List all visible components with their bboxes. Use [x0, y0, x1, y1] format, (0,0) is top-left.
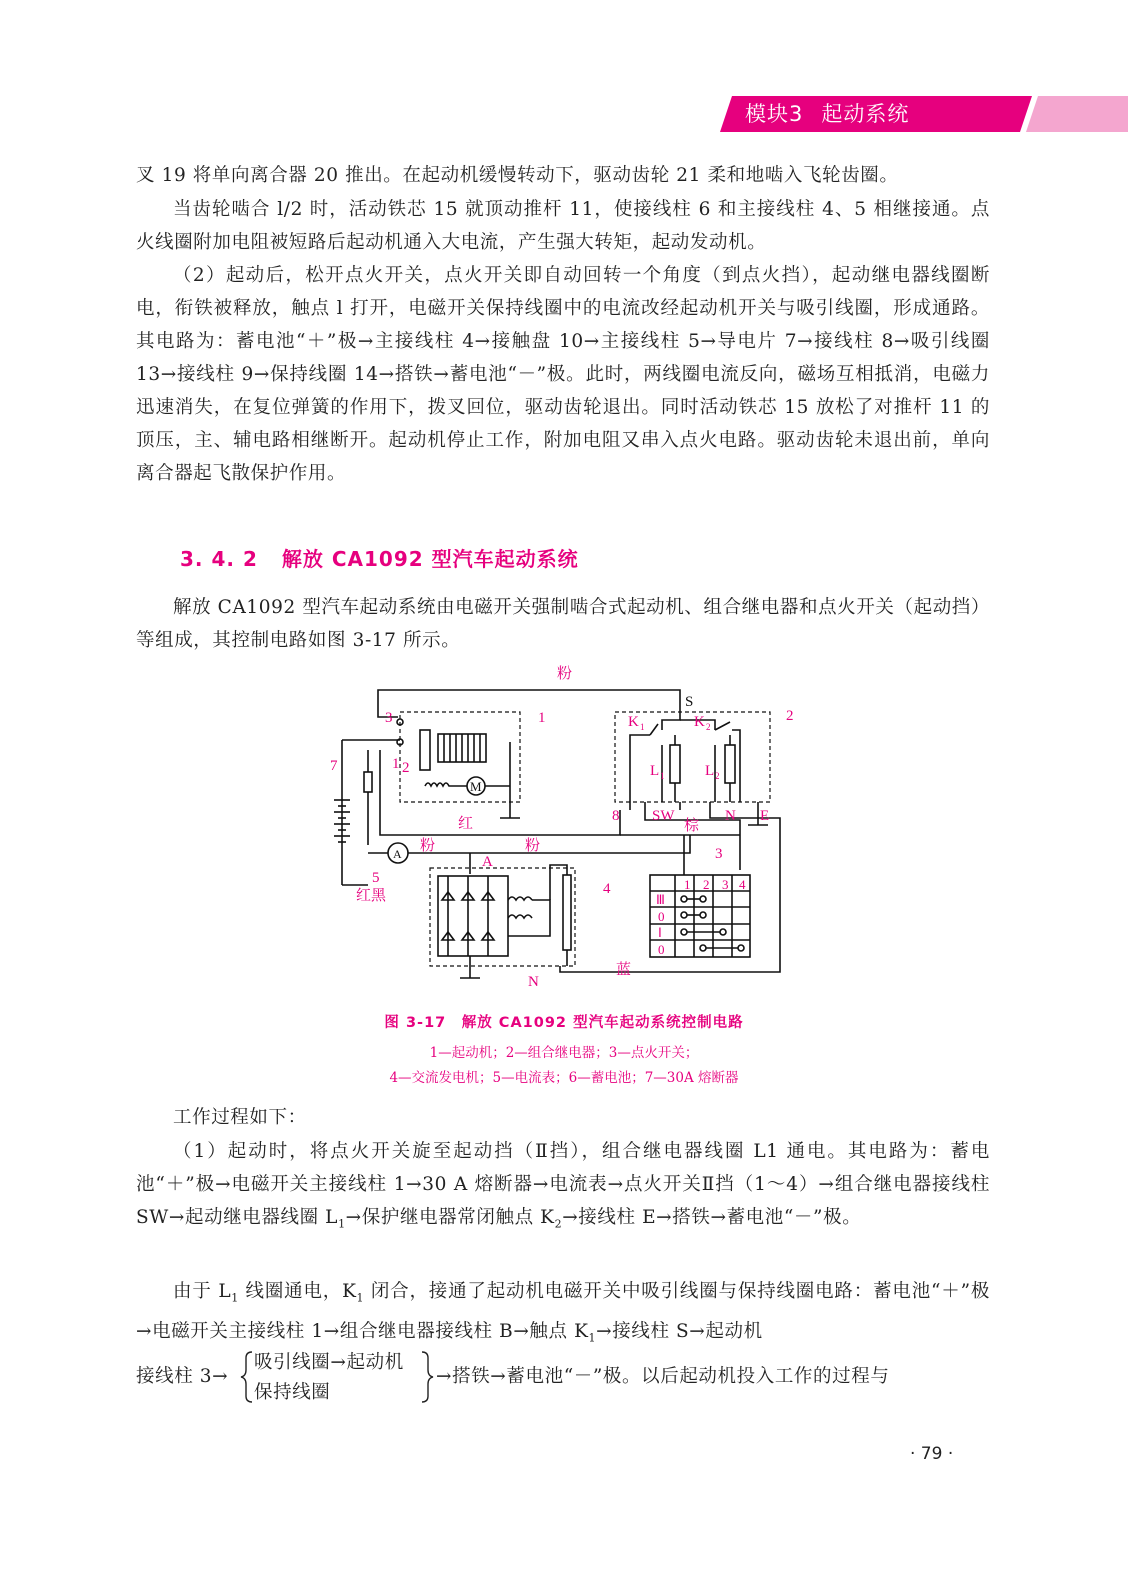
paragraph-6-part-c: →接线柱 E→搭铁→蓄电池“－”极。	[562, 1207, 862, 1228]
subscript-2: 2	[554, 1217, 563, 1231]
fig-label-redblack: 红黑	[356, 888, 387, 904]
paragraph-7-part-b: 线圈通电，K	[238, 1281, 357, 1302]
paragraph-4: 解放 CA1092 型汽车起动系统由电磁开关强制啮合式起动机、组合继电器和点火开关（起动挡）等组成，其控制电路如图 3-17 所示。	[136, 597, 990, 651]
paragraph-6-part-a: （1）起动时，将点火开关旋至起动挡（Ⅱ挡），组合继电器线圈 L1 通电。其电路为：蓄电池“＋”极→电磁开关主接线柱 1→30 A 熔断器→电流表→点火开关Ⅱ挡（1～4）→组合继电器接线柱 SW→起动继电器线圈 L	[136, 1141, 990, 1228]
subscript-1: 1	[338, 1217, 346, 1231]
figure-caption-title: 图 3-17 解放 CA1092 型汽车起动系统控制电路	[384, 1015, 744, 1031]
fig-label-A-term: A	[482, 854, 493, 870]
fig-label-4: 4	[603, 881, 611, 897]
figure-caption-line2: 4—交流发电机；5—电流表；6—蓄电池；7—30A 熔断器	[389, 1070, 739, 1086]
brace-bottom: 保持线圈	[254, 1382, 331, 1403]
fig-label-N2: N	[528, 974, 539, 990]
fig-label-K1-sub: 1	[640, 722, 645, 732]
fig-col-4: 4	[739, 877, 746, 892]
fig-label-7: 7	[330, 758, 338, 774]
fig-label-1b: 1	[392, 756, 400, 772]
fig-row-III: Ⅲ	[656, 892, 665, 907]
paragraph-5: 工作过程如下：	[173, 1107, 307, 1128]
fig-label-2b: 2	[402, 760, 410, 776]
fig-row-0a: 0	[658, 909, 665, 924]
fig-label-red: 红	[458, 816, 474, 832]
fig-label-L1: L	[650, 763, 660, 779]
fig-label-pink-top: 粉	[557, 666, 573, 682]
fig-label-5: 5	[372, 870, 380, 886]
paragraph-3: （2）起动后，松开点火开关，点火开关即自动回转一个角度（到点火挡），起动继电器线圈断电，衔铁被释放，触点 l 打开，电磁开关保持线圈中的电流改经起动机开关与吸引线圈，形成通路。其电路为：蓄电池“＋”极→主接线柱 4→接触盘 10→主接线柱 5→导电片 7→接线柱 8→吸引线圈 13→接线柱 9→保持线圈 14→搭铁→蓄电池“－”极。此时，两线圈电流反向，磁场互相抵消，电磁力迅速消失，在复位弹簧的作用下，拨叉回位，驱动齿轮退出。同时活动铁芯 15 放松了对推杆 11 的顶压，主、辅电路相继断开。起动机停止工作，附加电阻又串入点火电路。驱动齿轮未退出前，单向离合器起飞散保护作用。	[136, 265, 990, 484]
header-module: 模块3	[745, 102, 804, 126]
fig-label-L2-sub: 2	[715, 771, 720, 781]
fig-row-I: Ⅰ	[658, 925, 662, 940]
paragraph-7	[136, 1275, 990, 1354]
fig-label-K1: K	[628, 714, 639, 730]
fig-label-A-meter: A	[393, 847, 402, 861]
brace-equation	[136, 1348, 996, 1408]
subscript-1d: 1	[588, 1331, 597, 1345]
fig-col-3: 3	[722, 877, 729, 892]
fig-label-pink1: 粉	[420, 838, 436, 854]
paragraph-7-part-a: 由于 L	[173, 1281, 232, 1302]
fig-label-pink2: 粉	[525, 838, 541, 854]
paragraph-2: 当齿轮啮合 l/2 时，活动铁芯 15 就顶动推杆 11，使接线柱 6 和主接线柱 4、5 相继接通。点火线圈附加电阻被短路后起动机通入大电流，产生强大转矩，起动发动机。	[136, 199, 990, 253]
fig-label-L1-sub: 1	[660, 771, 665, 781]
paragraph-1: 叉 19 将单向离合器 20 推出。在起动机缓慢转动下，驱动齿轮 21 柔和地啮入飞轮齿圈。	[136, 165, 899, 186]
fig-label-blue: 蓝	[616, 962, 632, 978]
fig-label-S: S	[685, 694, 694, 710]
subscript-1b: 1	[231, 1291, 239, 1305]
fig-label-1: 1	[538, 710, 546, 726]
fig-label-SW: SW	[652, 808, 675, 824]
circuit-svg	[320, 660, 800, 1000]
fig-label-M: M	[470, 779, 482, 794]
left-brace-icon	[240, 1350, 254, 1404]
paragraph-7-part-d: →接线柱 S→起动机	[596, 1320, 763, 1342]
circuit-diagram	[320, 660, 800, 1000]
figure-caption-line1: 1—起动机；2—组合继电器；3—点火开关；	[429, 1045, 699, 1061]
fig-label-brown: 棕	[684, 818, 700, 834]
paragraph-6	[136, 1135, 990, 1241]
running-header	[745, 99, 909, 129]
fig-label-E: E	[760, 808, 770, 824]
fig-label-L2: L	[705, 763, 715, 779]
section-number: 3. 4. 2	[180, 547, 258, 571]
fig-row-0b: 0	[658, 942, 665, 957]
fig-col-1: 1	[684, 877, 691, 892]
fig-label-2: 2	[786, 708, 794, 724]
paragraph-6-part-b: →保护继电器常闭触点 K	[345, 1207, 555, 1228]
brace-top: 吸引线圈→起动机	[254, 1352, 404, 1373]
right-brace-icon	[420, 1350, 434, 1404]
brace-prefix: 接线柱 3→	[136, 1366, 229, 1387]
fig-label-3: 3	[715, 846, 723, 862]
subscript-1c: 1	[356, 1291, 365, 1305]
fig-label-N: N	[725, 808, 736, 824]
fig-label-8: 8	[612, 808, 620, 824]
fig-col-2: 2	[703, 877, 710, 892]
section-title: 解放 CA1092 型汽车起动系统	[281, 547, 579, 571]
page-number: · 79 ·	[910, 1444, 954, 1464]
fig-label-3a: 3	[385, 710, 393, 726]
brace-suffix: →搭铁→蓄电池“－”极。以后起动机投入工作的过程与	[436, 1366, 890, 1387]
fig-label-K2-sub: 2	[706, 722, 711, 732]
fig-label-K2: K	[694, 714, 705, 730]
paragraph-7-part-c: 闭合，接通了起动机电磁开关中吸引线圈与保持线圈电路：蓄电池“＋”极→电磁开关主接线柱 1→组合继电器接线柱 B→触点 K	[136, 1281, 990, 1342]
header-title: 起动系统	[821, 102, 910, 126]
section-heading	[180, 543, 579, 572]
